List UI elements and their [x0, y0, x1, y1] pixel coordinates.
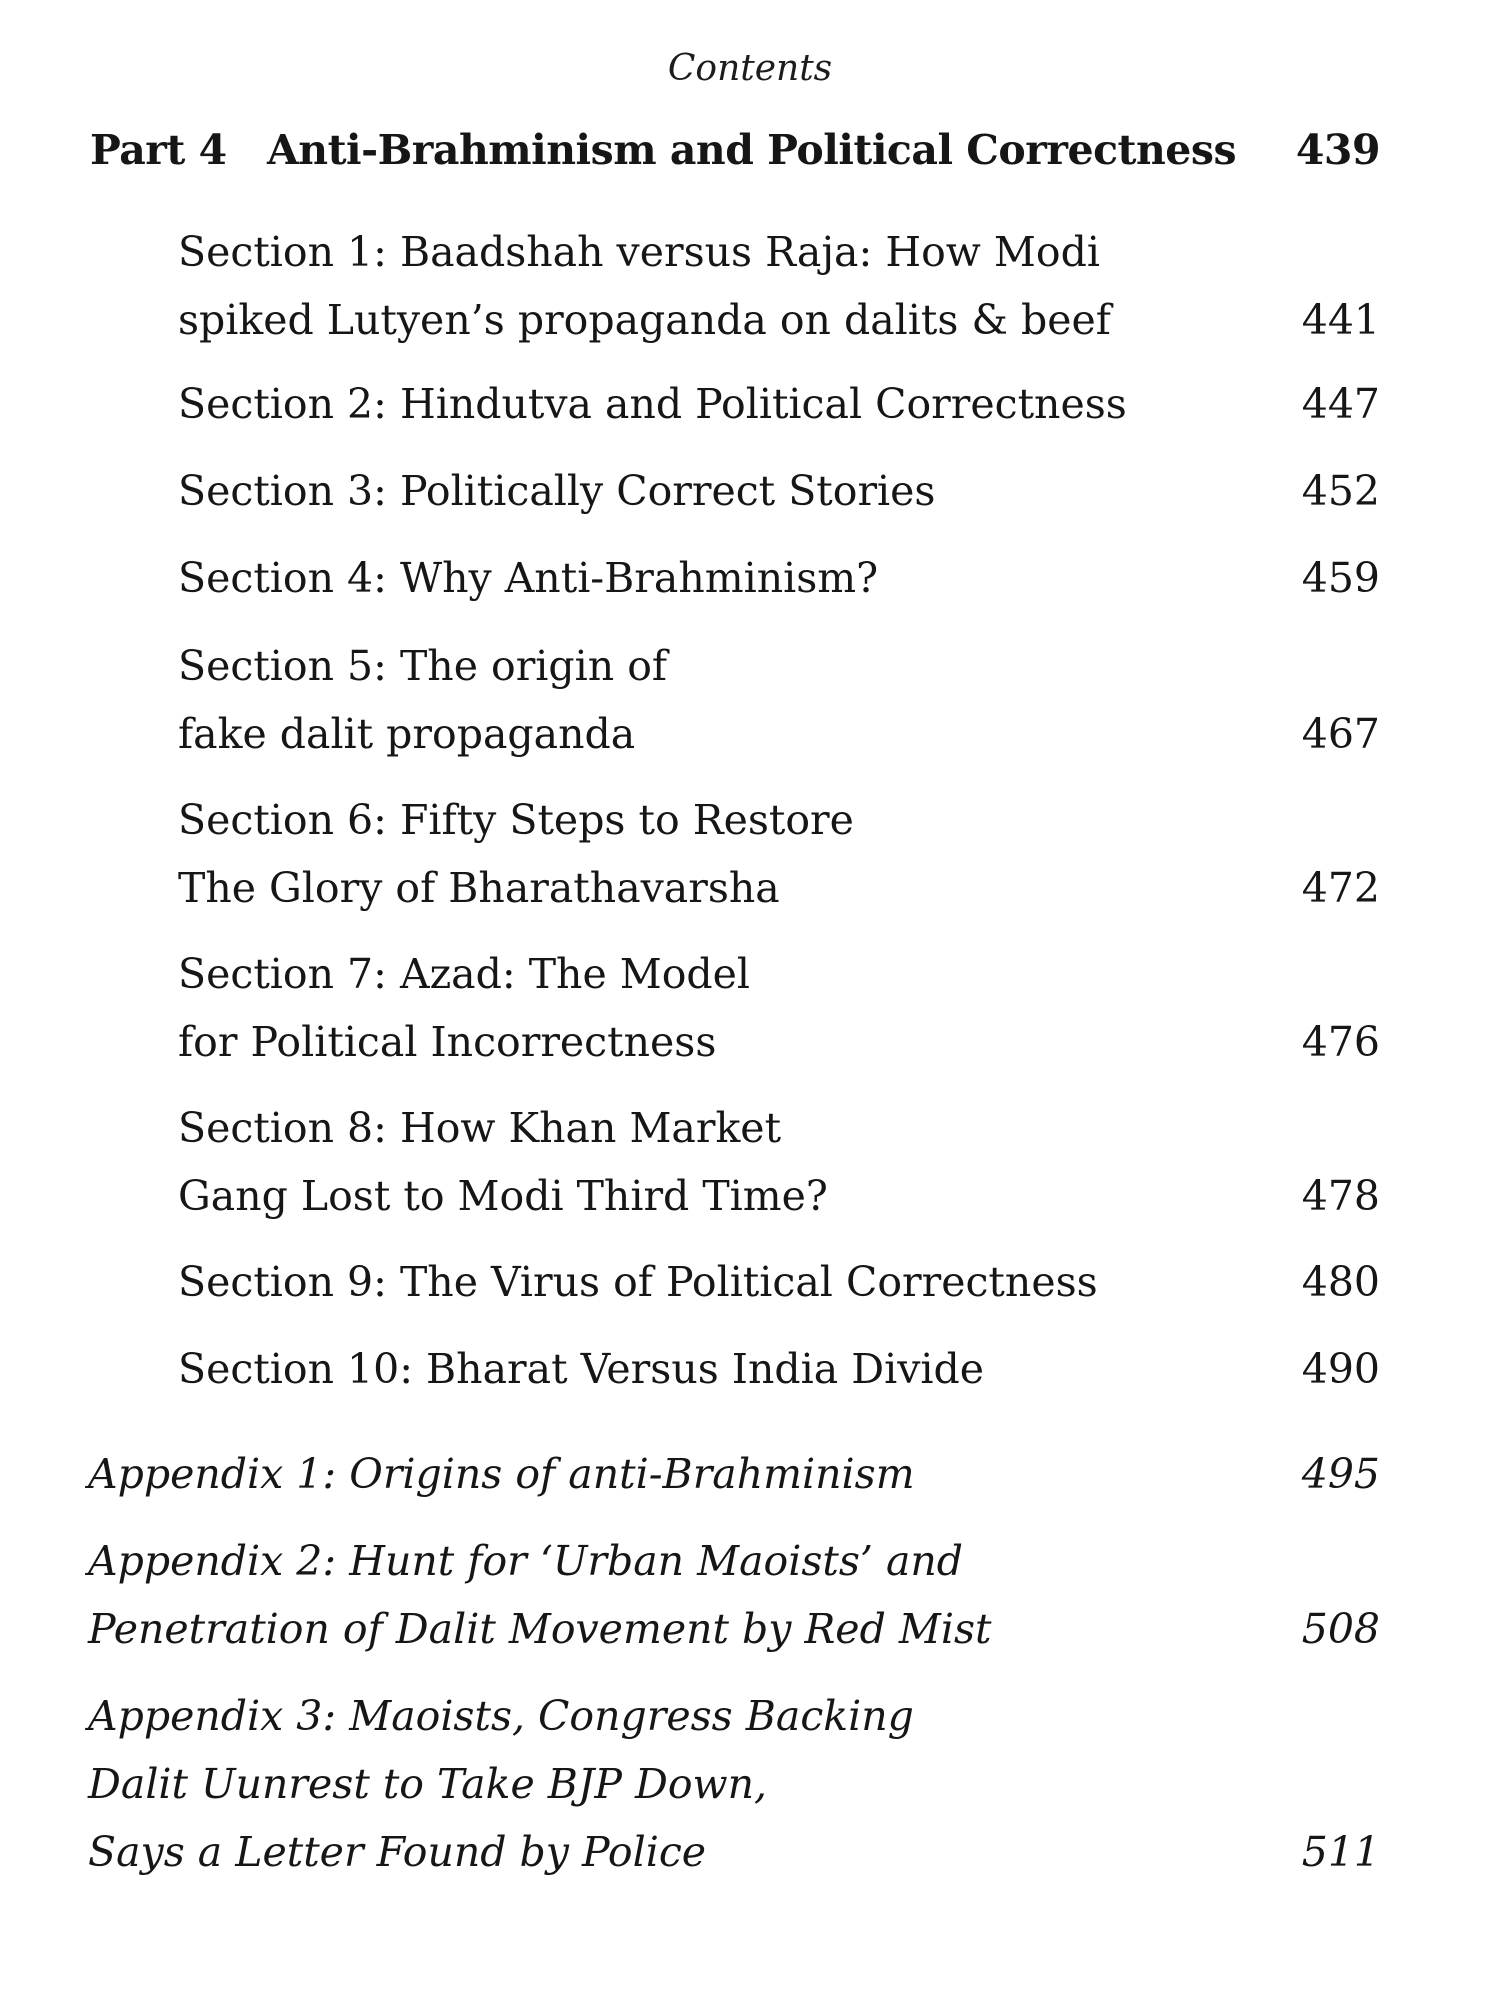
part-title: Anti-Brahminism and Political Correctness [267, 126, 1237, 174]
entry-page-number: 480 [1301, 1258, 1380, 1306]
entry-title: Section 7: Azad: The Model for Political Incorrectness [178, 950, 751, 1066]
entry-page-number: 495 [1301, 1450, 1380, 1498]
toc-entry-appendix-3[interactable] [88, 1682, 1380, 1886]
entry-page-number: 490 [1301, 1345, 1380, 1393]
entry-title: Appendix 3: Maoists, Congress Backing Dalit Uunrest to Take BJP Down, Says a Letter Found by Police [88, 1692, 914, 1876]
toc-entry-section-5[interactable] [178, 632, 1380, 768]
part-page-number: 439 [1295, 126, 1380, 174]
part-heading [90, 120, 1380, 180]
entry-title: Section 2: Hindutva and Political Correctness [178, 380, 1127, 428]
entry-page-number: 511 [1301, 1828, 1380, 1876]
toc-entry-section-2[interactable] [178, 370, 1380, 438]
entry-page-number: 452 [1301, 467, 1380, 515]
toc-entry-section-4[interactable] [178, 544, 1380, 612]
toc-entry-section-3[interactable] [178, 457, 1380, 525]
entry-page-number: 467 [1301, 710, 1380, 758]
entry-page-number: 478 [1301, 1172, 1380, 1220]
entry-page-number: 472 [1301, 864, 1380, 912]
entry-page-number: 508 [1301, 1605, 1380, 1653]
toc-entry-section-8[interactable] [178, 1094, 1380, 1230]
entry-title: Appendix 1: Origins of anti-Brahminism [88, 1450, 915, 1498]
toc-entry-section-7[interactable] [178, 940, 1380, 1076]
entry-title: Section 8: How Khan Market Gang Lost to Modi Third Time? [178, 1104, 828, 1220]
toc-entry-section-9[interactable] [178, 1248, 1380, 1316]
entry-title: Section 6: Fifty Steps to Restore The Glory of Bharathavarsha [178, 796, 854, 912]
entry-title: Appendix 2: Hunt for ‘Urban Maoists’ and Penetration of Dalit Movement by Red Mist [88, 1537, 992, 1653]
entry-title: Section 10: Bharat Versus India Divide [178, 1345, 985, 1393]
entry-title: Section 4: Why Anti-Brahminism? [178, 554, 879, 602]
toc-entry-section-6[interactable] [178, 786, 1380, 922]
entry-title: Section 1: Baadshah versus Raja: How Modi spiked Lutyen’s propaganda on dalits & beef [178, 228, 1111, 344]
toc-entry-section-1[interactable] [178, 218, 1380, 354]
entry-title: Section 5: The origin of fake dalit propaganda [178, 642, 668, 758]
entry-page-number: 459 [1301, 554, 1380, 602]
running-head: Contents [667, 48, 833, 89]
toc-entry-appendix-1[interactable] [88, 1440, 1380, 1508]
entry-page-number: 447 [1301, 380, 1380, 428]
entry-page-number: 441 [1301, 296, 1380, 344]
toc-entry-appendix-2[interactable] [88, 1527, 1380, 1663]
entry-title: Section 9: The Virus of Political Correctness [178, 1258, 1098, 1306]
part-label: Part 4 [90, 126, 227, 174]
toc-entry-section-10[interactable] [178, 1335, 1380, 1403]
entry-title: Section 3: Politically Correct Stories [178, 467, 936, 515]
entry-page-number: 476 [1301, 1018, 1380, 1066]
